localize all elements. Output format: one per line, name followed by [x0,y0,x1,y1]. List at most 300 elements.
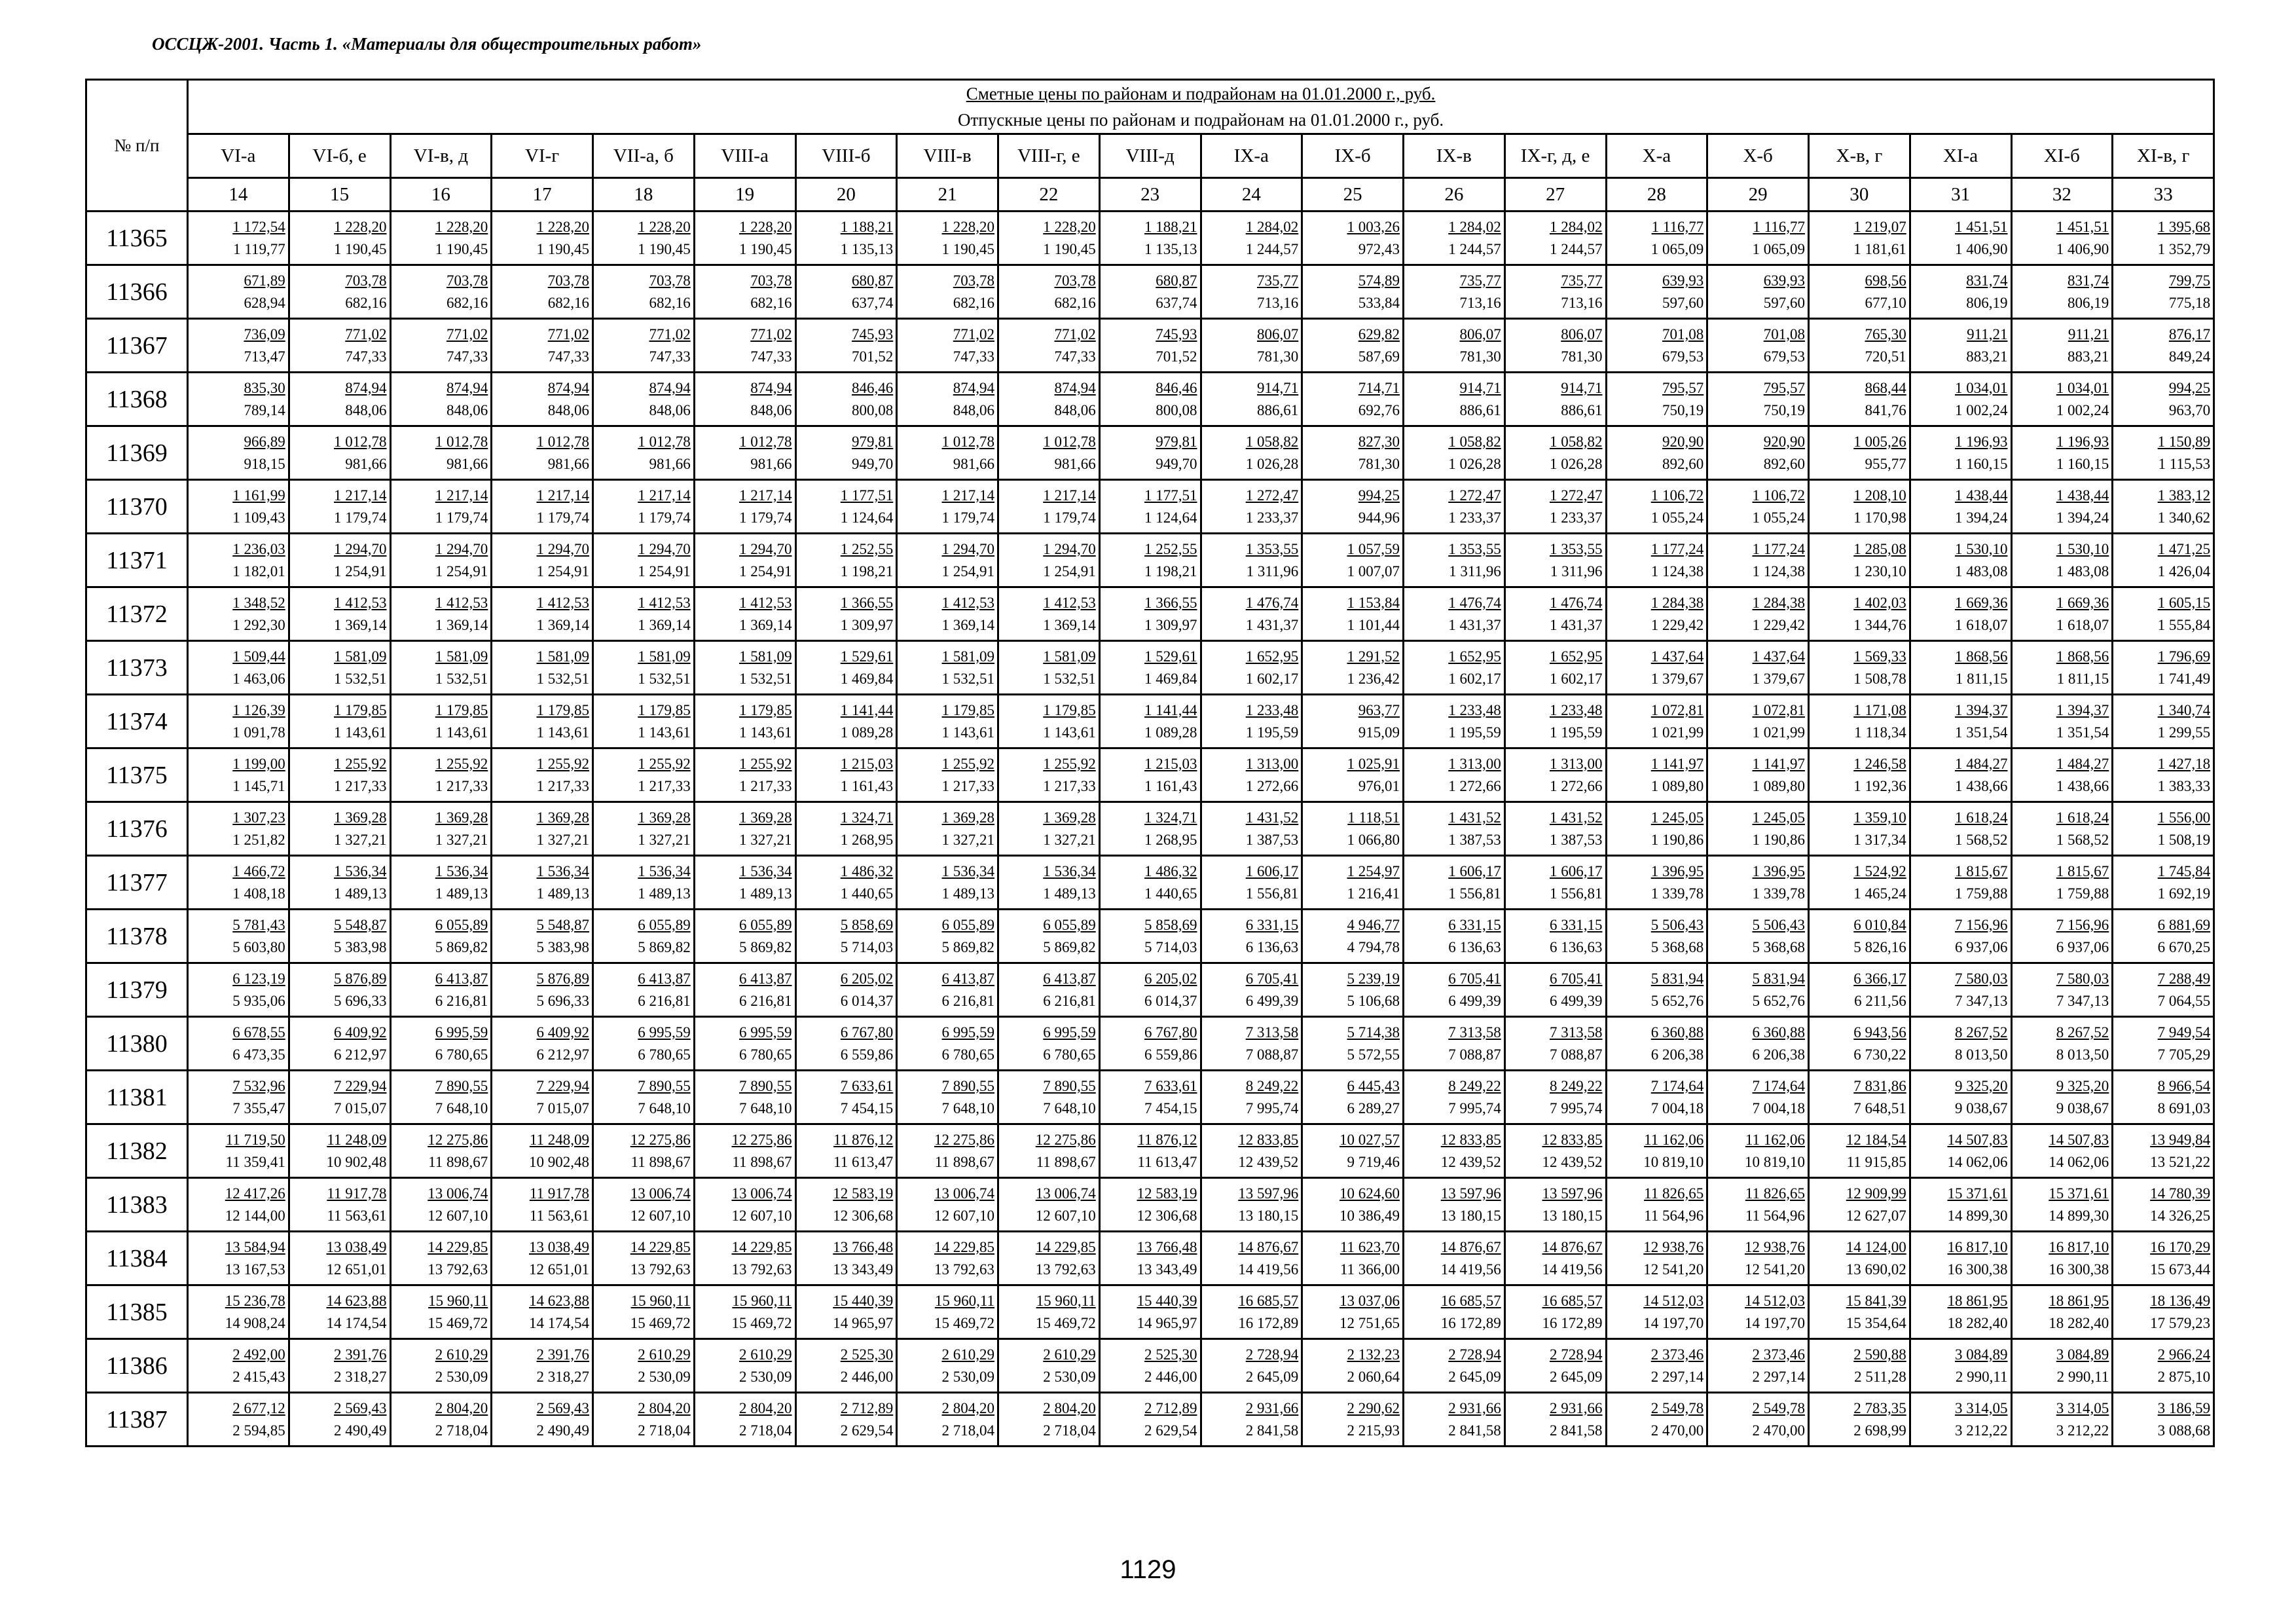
estimated-price: 703,78 [649,272,691,289]
price-cell [1404,1178,1505,1232]
estimated-price: 16 817,10 [1947,1238,2008,1255]
price-cell [795,963,897,1017]
price-cell [694,319,795,373]
price-cell [795,480,897,534]
estimated-price: 6 123,19 [232,970,285,987]
estimated-price: 1 228,20 [638,218,691,235]
wholesale-price: 1 230,10 [1853,563,1906,580]
price-cell [2113,963,2214,1017]
wholesale-price: 1 311,96 [1246,563,1299,580]
wholesale-price: 1 143,61 [334,724,387,741]
table-row [86,265,2214,319]
wholesale-price: 2 318,27 [334,1368,387,1385]
estimated-price: 13 006,74 [630,1185,691,1202]
wholesale-price: 6 216,81 [739,992,792,1009]
price-cell [289,373,390,426]
table-row [86,1285,2214,1339]
price-cell [1404,910,1505,963]
wholesale-price: 6 216,81 [1043,992,1096,1009]
wholesale-price: 2 875,10 [2157,1368,2211,1385]
estimated-price: 8 249,22 [1448,1077,1501,1094]
estimated-price: 6 331,15 [1245,916,1299,933]
wholesale-price: 849,24 [2168,348,2211,365]
wholesale-price: 1 145,71 [232,777,285,794]
price-cell [1809,534,1910,587]
wholesale-price: 6 499,39 [1245,992,1299,1009]
wholesale-price: 1 065,09 [1752,240,1805,257]
estimated-price: 2 610,29 [435,1346,488,1363]
estimated-price: 1 179,85 [941,701,994,718]
row-number: 11385 [86,1285,188,1339]
estimated-price: 771,02 [750,325,792,342]
estimated-price: 1 524,92 [1853,862,1906,879]
wholesale-price: 1 408,18 [232,885,285,902]
price-cell [1707,856,1809,910]
wholesale-price: 1 272,66 [1448,777,1501,794]
price-cell [795,1124,897,1178]
wholesale-price: 2 415,43 [232,1368,285,1385]
price-cell [289,480,390,534]
price-cell [1707,963,1809,1017]
price-cell [1201,856,1302,910]
wholesale-price: 4 794,78 [1347,938,1400,955]
price-cell [1606,695,1707,748]
region-header: VIII-д [1099,134,1201,178]
price-cell [492,212,593,265]
price-cell [1809,1393,1910,1447]
estimated-price: 914,71 [1561,379,1603,396]
estimated-price: 2 492,00 [232,1346,285,1363]
price-cell [1809,1339,1910,1393]
price-cell [897,802,998,856]
wholesale-price: 5 714,03 [1144,938,1197,955]
region-header-row [86,134,2214,178]
estimated-price: 5 831,94 [1752,970,1805,987]
wholesale-price: 1 299,55 [2157,724,2211,741]
estimated-price: 7 831,86 [1853,1077,1906,1094]
estimated-price: 6 010,84 [1853,916,1906,933]
estimated-price: 1 141,97 [1752,755,1805,772]
price-cell [998,695,1100,748]
wholesale-price: 3 088,68 [2157,1422,2211,1439]
estimated-price: 1 581,09 [1043,648,1096,665]
price-cell [1809,319,1910,373]
price-cell [2011,641,2113,695]
wholesale-price: 1 216,41 [1347,885,1400,902]
wholesale-price: 981,66 [649,455,691,472]
wholesale-price: 720,51 [1865,348,1906,365]
wholesale-price: 13 180,15 [1440,1207,1501,1224]
table-row [86,695,2214,748]
estimated-price: 8 249,22 [1245,1077,1299,1094]
price-cell [1504,963,1606,1017]
price-cell [1201,963,1302,1017]
wholesale-price: 1 489,13 [536,885,589,902]
table-row [86,1393,2214,1447]
price-cell [390,963,492,1017]
price-cell [1606,963,1707,1017]
wholesale-price: 5 383,98 [334,938,387,955]
price-cell [1910,1285,2011,1339]
price-cell [1606,1178,1707,1232]
price-cell [188,1232,289,1285]
table-row [86,641,2214,695]
table-row [86,802,2214,856]
wholesale-price: 5 869,82 [739,938,792,955]
estimated-price: 2 610,29 [638,1346,691,1363]
estimated-price: 1 217,14 [638,487,691,504]
wholesale-price: 13 343,49 [1137,1261,1197,1278]
wholesale-price: 1 369,14 [1043,616,1096,633]
row-number: 11387 [86,1393,188,1447]
wholesale-price: 11 898,67 [1036,1153,1096,1170]
estimated-price: 1 530,10 [1955,540,2008,557]
estimated-price: 12 583,19 [1137,1185,1197,1202]
wholesale-price: 6 206,38 [1650,1046,1704,1063]
estimated-price: 1 868,56 [1955,648,2008,665]
price-cell [1910,1393,2011,1447]
wholesale-price: 2 718,04 [435,1422,488,1439]
price-cell [1404,1017,1505,1071]
price-cell [694,1232,795,1285]
wholesale-price: 1 190,45 [941,240,994,257]
estimated-price: 14 507,83 [2049,1131,2109,1148]
estimated-price: 6 331,15 [1448,916,1501,933]
estimated-price: 12 938,76 [1643,1238,1704,1255]
price-cell [1201,1017,1302,1071]
price-cell [1302,641,1404,695]
wholesale-price: 747,33 [750,348,792,365]
wholesale-price: 682,16 [547,294,589,311]
wholesale-price: 1 508,78 [1853,670,1906,687]
wholesale-price: 2 490,49 [334,1422,387,1439]
wholesale-price: 9 719,46 [1347,1153,1400,1170]
price-cell [289,212,390,265]
estimated-price: 1 466,72 [232,862,285,879]
wholesale-price: 949,70 [852,455,894,472]
wholesale-price: 7 648,10 [435,1099,488,1116]
price-cell [998,1339,1100,1393]
price-cell [998,1124,1100,1178]
estimated-price: 11 719,50 [225,1131,285,1148]
estimated-price: 6 678,55 [232,1024,285,1041]
wholesale-price: 1 379,67 [1752,670,1805,687]
estimated-price: 745,93 [1156,325,1197,342]
wholesale-price: 6 212,97 [536,1046,589,1063]
region-header: XI-б [2011,134,2113,178]
estimated-price: 911,21 [2068,325,2109,342]
price-cell [1809,802,1910,856]
wholesale-price: 1 217,33 [435,777,488,794]
price-cell [390,1071,492,1124]
price-cell [1910,748,2011,802]
wholesale-price: 12 439,52 [1238,1153,1299,1170]
wholesale-price: 682,16 [1054,294,1096,311]
wholesale-price: 14 062,06 [1947,1153,2008,1170]
estimated-price: 1 556,00 [2157,809,2211,826]
wholesale-price: 6 780,65 [941,1046,994,1063]
price-cell [593,1124,695,1178]
estimated-price: 771,02 [345,325,387,342]
estimated-price: 15 440,39 [1137,1292,1197,1309]
wholesale-price: 848,06 [1054,401,1096,418]
estimated-price: 7 229,94 [334,1077,387,1094]
price-cell [188,963,289,1017]
price-cell [492,641,593,695]
price-cell [2011,373,2113,426]
price-cell [2113,1178,2214,1232]
price-cell [1404,212,1505,265]
estimated-price: 1 353,55 [1245,540,1299,557]
wholesale-price: 981,66 [750,455,792,472]
table-row [86,856,2214,910]
wholesale-price: 14 899,30 [1947,1207,2008,1224]
wholesale-price: 1 602,17 [1245,670,1299,687]
wholesale-price: 1 118,34 [1854,724,1906,741]
price-cell [1910,1017,2011,1071]
price-cell [1201,426,1302,480]
estimated-price: 14 229,85 [630,1238,691,1255]
estimated-price: 14 229,85 [731,1238,792,1255]
wholesale-price: 1 339,78 [1752,885,1805,902]
estimated-price: 1 141,44 [1144,701,1197,718]
estimated-price: 1 233,48 [1550,701,1603,718]
wholesale-price: 1 143,61 [638,724,691,741]
price-cell [795,212,897,265]
wholesale-price: 1 195,59 [1448,724,1501,741]
row-number: 11367 [86,319,188,373]
wholesale-price: 1 759,88 [1955,885,2008,902]
wholesale-price: 13 180,15 [1542,1207,1603,1224]
price-cell [188,1071,289,1124]
column-index: 28 [1606,178,1707,212]
price-cell [2011,426,2113,480]
estimated-price: 963,77 [1358,701,1400,718]
price-cell [1606,1339,1707,1393]
table-row [86,373,2214,426]
wholesale-price: 1 369,14 [941,616,994,633]
price-cell [1910,212,2011,265]
price-cell [1504,1339,1606,1393]
price-cell [1606,1393,1707,1447]
estimated-price: 1 012,78 [536,433,589,450]
wholesale-price: 7 004,18 [1752,1099,1805,1116]
wholesale-price: 1 268,95 [1144,831,1197,848]
wholesale-price: 1 254,91 [941,563,994,580]
wholesale-price: 1 811,15 [1955,670,2008,687]
estimated-price: 2 804,20 [941,1399,994,1416]
price-cell [1201,1393,1302,1447]
estimated-price: 6 409,92 [334,1024,387,1041]
estimated-price: 1 536,34 [334,862,387,879]
price-cell [1910,1124,2011,1178]
wholesale-price: 6 780,65 [435,1046,488,1063]
estimated-price: 1 581,09 [435,648,488,665]
price-cell [492,856,593,910]
estimated-price: 703,78 [953,272,994,289]
price-cell [289,426,390,480]
price-cell [1099,319,1201,373]
wholesale-price: 7 004,18 [1650,1099,1704,1116]
price-cell [2011,534,2113,587]
wholesale-price: 892,60 [1763,455,1805,472]
price-cell [492,373,593,426]
price-cell [1707,1017,1809,1071]
price-cell [1606,587,1707,641]
price-cell [998,426,1100,480]
price-cell [390,1017,492,1071]
wholesale-price: 1 383,33 [2157,777,2211,794]
estimated-price: 1 034,01 [2056,379,2109,396]
price-cell [1404,1232,1505,1285]
wholesale-price: 1 089,28 [840,724,894,741]
wholesale-price: 11 898,67 [630,1153,691,1170]
estimated-price: 1 217,14 [1043,487,1096,504]
estimated-price: 12 938,76 [1745,1238,1805,1255]
wholesale-price: 1 759,88 [2056,885,2109,902]
table-row [86,910,2214,963]
price-cell [1809,426,1910,480]
wholesale-price: 1 055,24 [1650,509,1704,526]
price-cell [1201,373,1302,426]
wholesale-price: 1 190,86 [1752,831,1805,848]
price-cell [1201,1339,1302,1393]
wholesale-price: 7 347,13 [1955,992,2008,1009]
price-cell [593,963,695,1017]
wholesale-price: 1 272,66 [1245,777,1299,794]
column-index: 32 [2011,178,2113,212]
wholesale-price: 1 469,84 [840,670,894,687]
wholesale-price: 16 300,38 [2049,1261,2109,1278]
estimated-price: 7 313,58 [1245,1024,1299,1041]
estimated-price: 18 861,95 [1947,1292,2008,1309]
price-cell [1302,695,1404,748]
estimated-price: 11 876,12 [1137,1131,1197,1148]
wholesale-price: 1 190,45 [536,240,589,257]
estimated-price: 13 006,74 [1035,1185,1096,1202]
price-cell [2011,1285,2113,1339]
price-cell [998,373,1100,426]
price-cell [390,1393,492,1447]
price-cell [1302,212,1404,265]
price-cell [795,426,897,480]
region-header: VI-в, д [390,134,492,178]
price-cell [897,963,998,1017]
wholesale-price: 1 089,80 [1650,777,1704,794]
region-header: IX-в [1404,134,1505,178]
wholesale-price: 2 490,49 [536,1422,589,1439]
wholesale-price: 1 327,21 [739,831,792,848]
wholesale-price: 1 369,14 [638,616,691,633]
estimated-price: 1 228,20 [435,218,488,235]
estimated-price: 1 652,95 [1550,648,1603,665]
wholesale-price: 14 965,97 [1137,1314,1197,1331]
wholesale-price: 750,19 [1763,401,1805,418]
estimated-price: 1 272,47 [1448,487,1501,504]
wholesale-price: 12 541,20 [1643,1261,1704,1278]
wholesale-price: 11 366,00 [1339,1261,1400,1278]
estimated-price: 6 413,87 [435,970,488,987]
price-cell [492,963,593,1017]
wholesale-price: 2 718,04 [941,1422,994,1439]
estimated-price: 771,02 [446,325,488,342]
wholesale-price: 1 351,54 [2056,724,2109,741]
price-cell [998,1393,1100,1447]
estimated-price: 12 909,99 [1846,1185,1906,1202]
wholesale-price: 2 297,14 [1752,1368,1805,1385]
price-cell [289,1339,390,1393]
estimated-price: 735,77 [1257,272,1299,289]
price-cell [390,856,492,910]
price-cell [795,1393,897,1447]
wholesale-price: 1 394,24 [2056,509,2109,526]
wholesale-price: 886,61 [1459,401,1501,418]
price-cell [1910,1071,2011,1124]
estimated-price: 6 331,15 [1550,916,1603,933]
row-number: 11381 [86,1071,188,1124]
estimated-price: 1 652,95 [1448,648,1501,665]
estimated-price: 1 529,61 [840,648,894,665]
wholesale-price: 1 311,96 [1550,563,1603,580]
row-number: 11377 [86,856,188,910]
column-index: 18 [593,178,695,212]
wholesale-price: 1 066,80 [1347,831,1400,848]
price-cell [593,1178,695,1232]
price-cell [1910,480,2011,534]
wholesale-price: 11 359,41 [225,1153,285,1170]
wholesale-price: 637,74 [1156,294,1197,311]
wholesale-price: 6 670,25 [2157,938,2211,955]
wholesale-price: 14 419,56 [1542,1261,1603,1278]
region-header: XI-а [1910,134,2011,178]
estimated-price: 2 569,43 [536,1399,589,1416]
wholesale-price: 1 089,80 [1752,777,1805,794]
estimated-price: 874,94 [953,379,994,396]
estimated-price: 1 324,71 [840,809,894,826]
price-cell [1910,587,2011,641]
estimated-price: 2 728,94 [1448,1346,1501,1363]
estimated-price: 1 126,39 [232,701,285,718]
estimated-price: 1 530,10 [2056,540,2109,557]
price-cell [1099,1071,1201,1124]
price-cell [593,1393,695,1447]
wholesale-price: 1 026,28 [1448,455,1501,472]
price-cell [188,1124,289,1178]
estimated-price: 874,94 [750,379,792,396]
price-cell [1504,802,1606,856]
wholesale-price: 682,16 [953,294,994,311]
estimated-price: 1 179,85 [739,701,792,718]
price-cell [795,1178,897,1232]
wholesale-price: 1 217,33 [1043,777,1096,794]
price-cell [289,265,390,319]
estimated-price: 806,07 [1257,325,1299,342]
wholesale-price: 1 438,66 [1955,777,2008,794]
wholesale-price: 1 387,53 [1245,831,1299,848]
wholesale-price: 883,21 [2068,348,2109,365]
wholesale-price: 13 792,63 [934,1261,994,1278]
wholesale-price: 1 124,64 [840,509,894,526]
wholesale-price: 918,15 [244,455,285,472]
wholesale-price: 2 530,09 [739,1368,792,1385]
estimated-price: 1 536,34 [536,862,589,879]
estimated-price: 7 532,96 [232,1077,285,1094]
wholesale-price: 1 244,57 [1550,240,1603,257]
price-cell [1809,1178,1910,1232]
estimated-price: 1 431,52 [1550,809,1603,826]
wholesale-price: 1 026,28 [1245,455,1299,472]
wholesale-price: 1 179,74 [536,509,589,526]
